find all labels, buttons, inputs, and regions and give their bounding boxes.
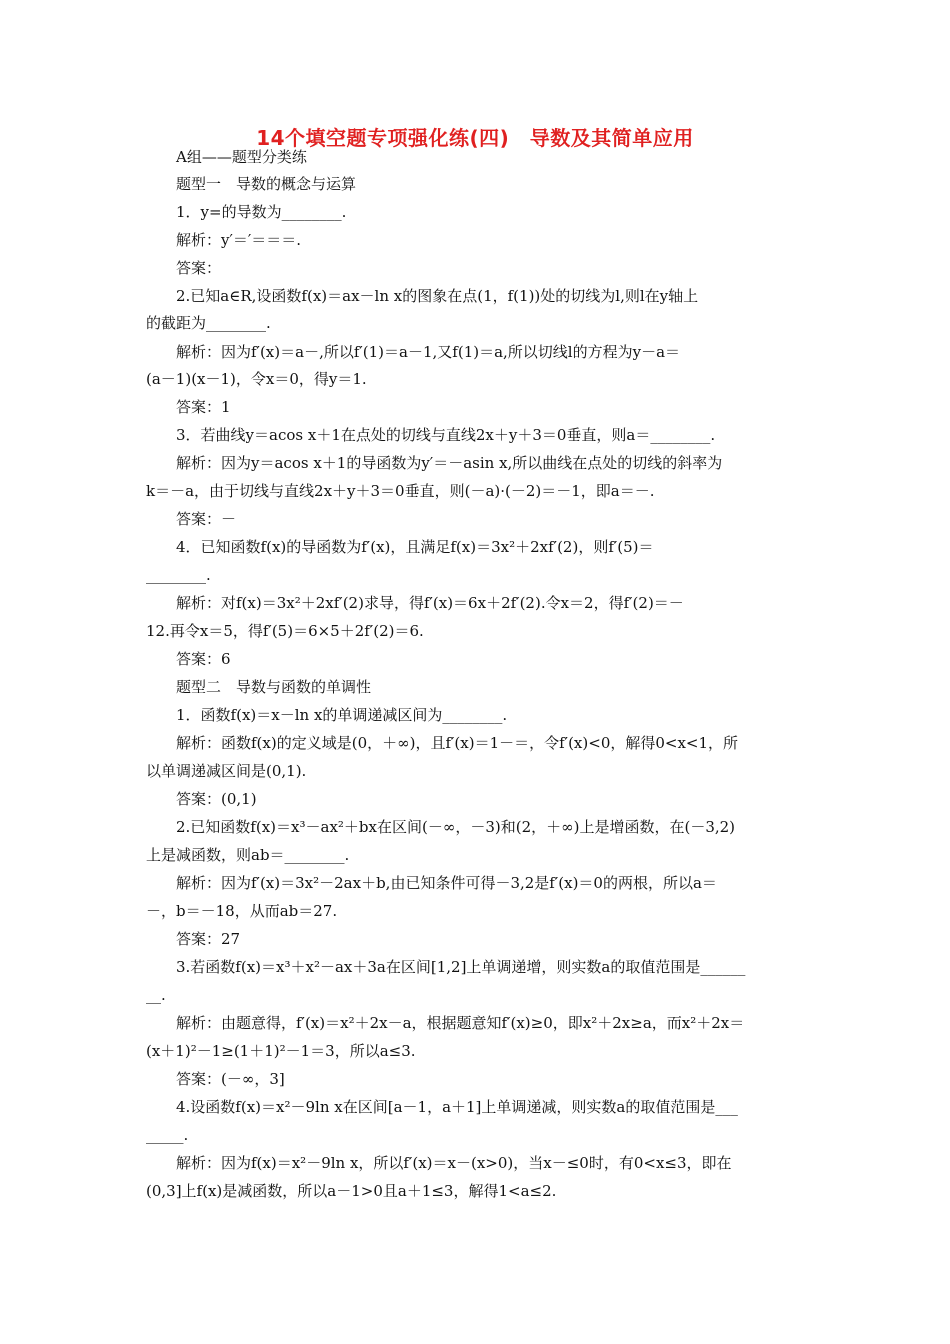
question-2-2-line1: 2.已知函数f(x)＝x³－ax²＋bx在区间(－∞，－3)和(2，＋∞)上是增函数，在(－3,2) [176,818,736,836]
question-2-1: 1．函数f(x)＝x－ln x的单调递减区间为________. [176,706,508,724]
solution-2-2-line1: 解析：因为f′(x)＝3x²－2ax＋b,由已知条件可得－3,2是f′(x)＝0的两根，所以a＝ [176,874,717,892]
solution-1-3-line1: 解析：因为y＝acos x＋1的导函数为y′＝－asin x,所以曲线在点处的切线的斜率为 [176,454,723,472]
question-1-4-line2: ________. [146,566,211,584]
page-title: 14个填空题专项强化练(四) 导数及其简单应用 [256,126,694,150]
solution-1-3-line2: k＝－a，由于切线与直线2x＋y＋3＝0垂直，则(－a)·(－2)＝－1，即a＝－. [146,482,655,500]
solution-1-2-line2: (a－1)(x－1)，令x＝0，得y＝1. [146,370,367,388]
answer-1-3: 答案：－ [176,510,237,528]
solution-1-1: 解析：y′＝′＝＝＝. [176,231,302,249]
solution-2-4-line1: 解析：因为f(x)＝x²－9ln x，所以f′(x)＝x－(x>0)，当x－≤0时，有0<x≤3，即在 [176,1154,732,1172]
question-2-3-line1: 3.若函数f(x)＝x³＋x²－ax＋3a在区间[1,2]上单调递增，则实数a的取值范围是______ [176,958,746,976]
question-2-2-line2: 上是减函数，则ab＝________. [146,846,350,864]
solution-1-4-line1: 解析：对f(x)＝3x²＋2xf′(2)求导，得f′(x)＝6x＋2f′(2).令x＝2，得f′(2)＝－ [176,594,684,612]
answer-1-2: 答案：1 [176,398,231,416]
question-1-2-line1: 2.已知a∈R,设函数f(x)＝ax－ln x的图象在点(1，f(1))处的切线为l,则l在y轴上 [176,287,699,305]
solution-2-2-line2: －，b＝－18，从而ab＝27. [146,902,338,920]
solution-2-3-line2: (x＋1)²－1≥(1＋1)²－1＝3，所以a≤3. [146,1042,416,1060]
solution-1-4-line2: 12.再令x＝5，得f′(5)＝6×5＋2f′(2)＝6. [146,622,424,640]
answer-2-2: 答案：27 [176,930,241,948]
group-heading: A组——题型分类练 [176,148,307,166]
answer-1-1: 答案： [176,259,222,277]
solution-2-1-line2: 以单调递减区间是(0,1). [146,762,307,780]
solution-2-1-line1: 解析：函数f(x)的定义域是(0，＋∞)，且f′(x)＝1－＝，令f′(x)<0，解得0<x<1，所 [176,734,739,752]
section-heading-1: 题型一 导数的概念与运算 [176,175,357,193]
answer-1-4: 答案：6 [176,650,231,668]
solution-2-4-line2: (0,3]上f(x)是减函数，所以a－1>0且a＋1≤3，解得1<a≤2. [146,1182,557,1200]
question-1-2-line2: 的截距为________. [146,314,271,332]
question-2-4-line1: 4.设函数f(x)＝x²－9ln x在区间[a－1，a＋1]上单调递减，则实数a的取值范围是___ [176,1098,738,1116]
answer-2-1: 答案：(0,1) [176,790,257,808]
question-2-4-line2: _____. [146,1126,189,1144]
answer-2-3: 答案：(－∞，3] [176,1070,285,1088]
question-1-1: 1．y=的导数为________. [176,203,347,221]
question-1-3: 3．若曲线y＝acos x＋1在点处的切线与直线2x＋y＋3＝0垂直，则a＝________. [176,426,716,444]
section-heading-2: 题型二 导数与函数的单调性 [176,678,372,696]
question-1-4-line1: 4．已知函数f(x)的导函数为f′(x)，且满足f(x)＝3x²＋2xf′(2)，则f′(5)＝ [176,538,654,556]
solution-1-2-line1: 解析：因为f′(x)＝a－,所以f′(1)＝a－1,又f(1)＝a,所以切线l的方程为y－a＝ [176,343,681,361]
solution-2-3-line1: 解析：由题意得，f′(x)＝x²＋2x－a，根据题意知f′(x)≥0，即x²＋2x≥a，而x²＋2x＝ [176,1014,745,1032]
question-2-3-line2: __. [146,986,166,1004]
